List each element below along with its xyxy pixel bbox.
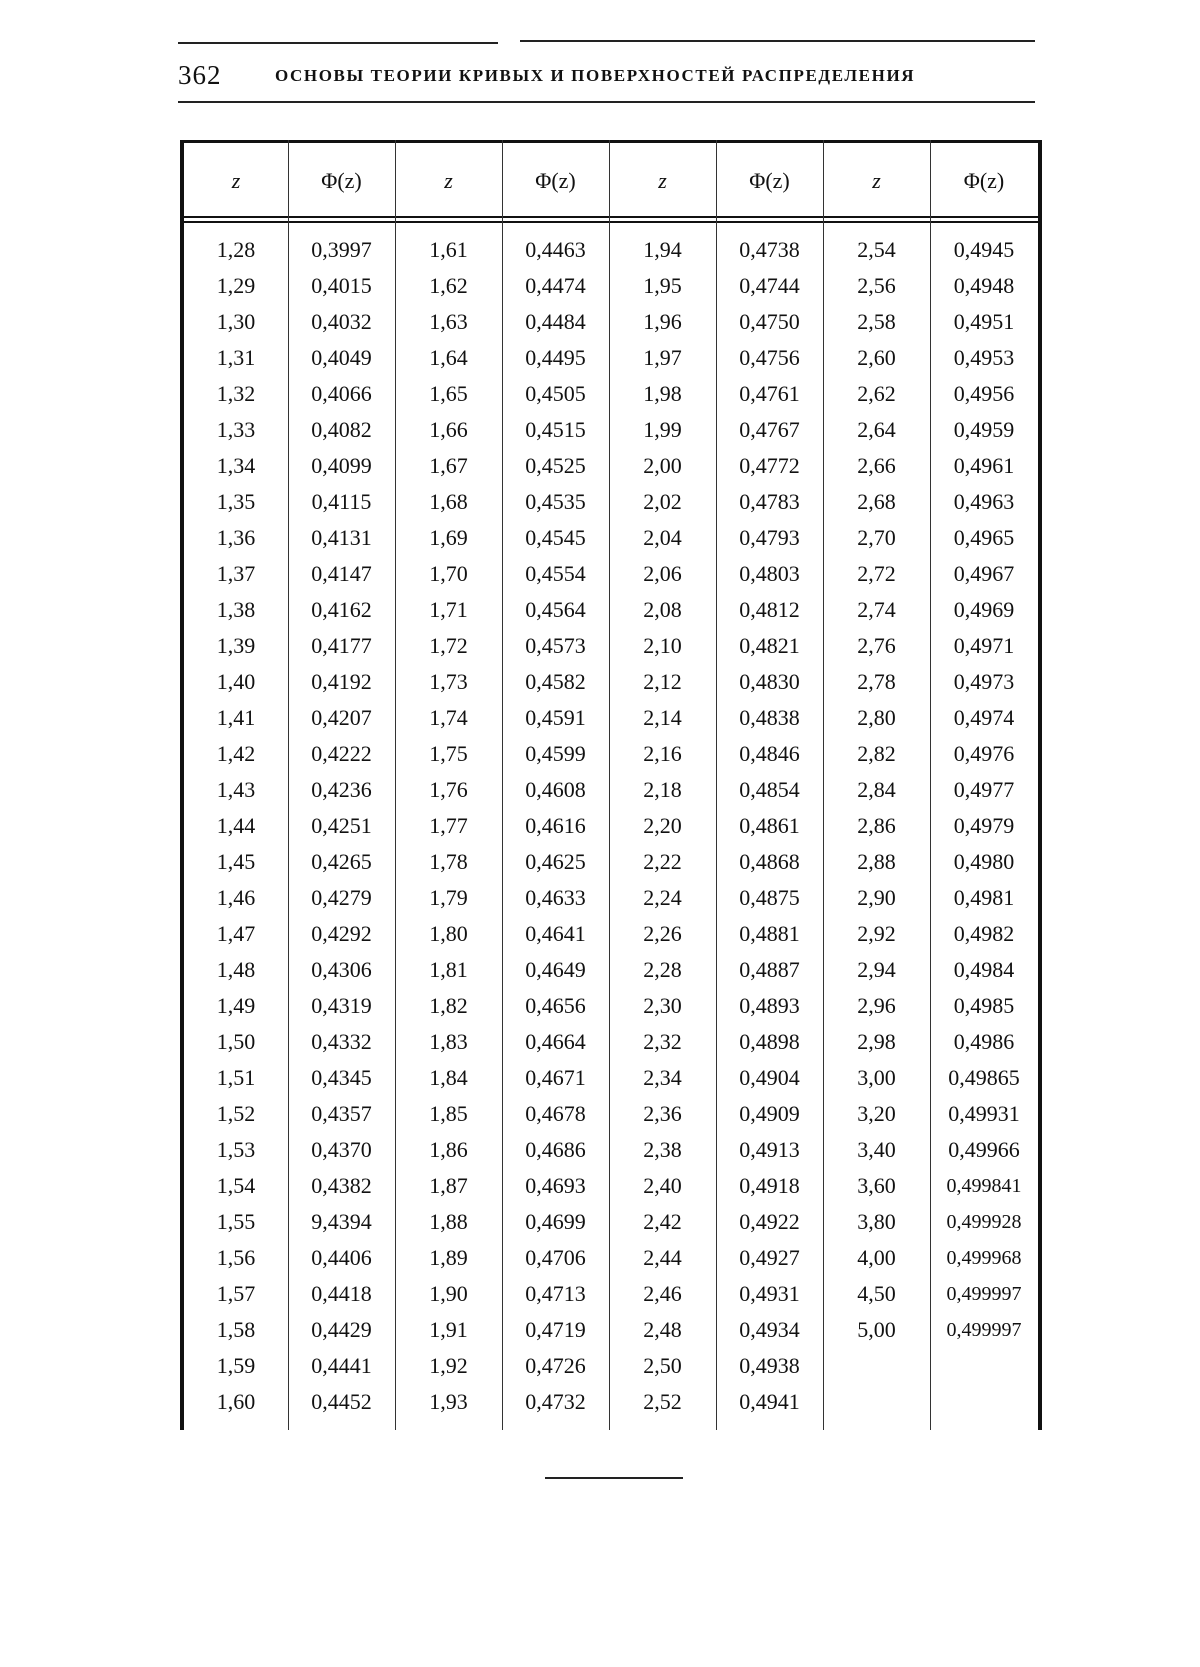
phi-value-cell: 0,4616 xyxy=(525,813,586,838)
z-value-cell: 3,20 xyxy=(857,1101,896,1126)
phi-value-cell: 0,4951 xyxy=(953,309,1015,334)
z-value-cell: 1,46 xyxy=(216,885,256,910)
z-value-cell: 1,39 xyxy=(216,633,256,658)
phi-value-cell: 0,4693 xyxy=(525,1173,586,1198)
z-value-cell: 1,52 xyxy=(216,1101,256,1126)
z-value-cell: 1,96 xyxy=(643,309,682,334)
phi-value-cell: 0,4441 xyxy=(311,1353,372,1378)
z-value-cell: 2,60 xyxy=(857,345,896,370)
phi-value-cell: 0,4484 xyxy=(525,309,586,334)
z-value-cell: 2,08 xyxy=(643,597,682,622)
page-number: 362 xyxy=(178,60,222,90)
phi-value-cell: 0,4564 xyxy=(525,597,586,622)
z-value-cell: 1,95 xyxy=(643,273,682,298)
z-value-cell: 1,55 xyxy=(216,1209,256,1234)
phi-value-cell: 0,4783 xyxy=(739,489,800,514)
phi-value-cell xyxy=(930,1384,1038,1420)
column-z-2 xyxy=(395,232,502,1420)
phi-value-cell: 0,4115 xyxy=(311,489,372,514)
column-phi-2 xyxy=(502,232,609,1420)
z-value-cell: 2,04 xyxy=(643,525,682,550)
phi-value-cell: 0,4977 xyxy=(953,777,1015,802)
z-value-cell: 5,00 xyxy=(857,1317,896,1342)
phi-value-cell: 0,4898 xyxy=(739,1029,800,1054)
phi-value-cell: 0,4973 xyxy=(953,669,1015,694)
z-value-cell: 1,87 xyxy=(429,1173,468,1198)
phi-value-cell: 0,499841 xyxy=(946,1175,1022,1197)
header-phi-3: Φ(z) xyxy=(749,168,790,193)
phi-value-cell: 0,4015 xyxy=(311,273,372,298)
phi-value-cell: 0,4699 xyxy=(525,1209,586,1234)
phi-value-cell: 0,4049 xyxy=(311,345,372,370)
phi-value-cell: 0,4941 xyxy=(739,1389,800,1414)
z-value-cell: 3,60 xyxy=(857,1173,896,1198)
phi-value-cell: 0,4599 xyxy=(525,741,586,766)
column-phi-3 xyxy=(716,232,823,1420)
phi-value-cell: 0,4945 xyxy=(953,237,1015,262)
z-value-cell: 1,29 xyxy=(216,273,256,298)
phi-value-cell: 0,4974 xyxy=(953,705,1015,730)
z-value-cell: 1,73 xyxy=(429,669,468,694)
phi-value-cell: 0,4686 xyxy=(525,1137,586,1162)
z-value-cell: 2,34 xyxy=(643,1065,682,1090)
z-value-cell: 1,94 xyxy=(643,237,682,262)
z-value-cell: 1,59 xyxy=(216,1353,256,1378)
phi-value-cell: 0,4671 xyxy=(525,1065,586,1090)
phi-value-cell: 0,4099 xyxy=(311,453,372,478)
phi-value-cell: 0,4582 xyxy=(525,669,586,694)
phi-value-cell: 0,4793 xyxy=(739,525,800,550)
phi-value-cell: 0,4803 xyxy=(739,561,800,586)
z-value-cell: 1,99 xyxy=(643,417,682,442)
z-value-cell: 1,74 xyxy=(429,705,468,730)
phi-value-cell: 0,4965 xyxy=(953,525,1015,550)
z-value-cell: 1,43 xyxy=(216,777,256,802)
phi-value-cell: 0,4976 xyxy=(953,741,1015,766)
z-value-cell: 2,12 xyxy=(643,669,682,694)
phi-value-cell: 0,4969 xyxy=(953,597,1015,622)
phi-value-cell: 0,4357 xyxy=(311,1101,372,1126)
z-value-cell: 2,48 xyxy=(643,1317,682,1342)
z-value-cell: 2,98 xyxy=(857,1029,896,1054)
z-value-cell: 2,90 xyxy=(857,885,896,910)
phi-value-cell: 0,4664 xyxy=(525,1029,586,1054)
phi-value-cell: 0,4875 xyxy=(739,885,800,910)
z-value-cell: 2,46 xyxy=(643,1281,682,1306)
z-value-cell: 2,30 xyxy=(643,993,682,1018)
z-value-cell: 2,58 xyxy=(857,309,896,334)
z-value-cell: 1,51 xyxy=(216,1065,256,1090)
phi-value-cell: 0,4370 xyxy=(311,1137,372,1162)
z-value-cell: 2,74 xyxy=(857,597,896,622)
z-value-cell: 1,38 xyxy=(216,597,256,622)
phi-value-cell: 0,4306 xyxy=(311,957,372,982)
phi-value-cell: 0,4830 xyxy=(739,669,800,694)
normal-distribution-table xyxy=(180,140,1042,1430)
z-value-cell: 2,84 xyxy=(857,777,896,802)
phi-value-cell: 0,4474 xyxy=(525,273,586,298)
phi-value-cell: 0,4406 xyxy=(311,1245,372,1270)
z-value-cell: 2,70 xyxy=(857,525,896,550)
phi-value-cell: 0,4963 xyxy=(953,489,1015,514)
phi-value-cell: 0,4726 xyxy=(525,1353,586,1378)
z-value-cell: 2,22 xyxy=(643,849,682,874)
phi-value-cell: 0,4854 xyxy=(739,777,800,802)
z-value-cell xyxy=(823,1348,930,1384)
phi-value-cell: 0,4893 xyxy=(739,993,800,1018)
z-value-cell: 1,70 xyxy=(429,561,468,586)
z-value-cell: 1,80 xyxy=(429,921,468,946)
z-value-cell: 2,56 xyxy=(857,273,896,298)
z-value-cell: 1,72 xyxy=(429,633,468,658)
phi-value-cell: 0,4429 xyxy=(311,1317,372,1342)
phi-value-cell: 0,4641 xyxy=(525,921,586,946)
top-rule-right xyxy=(520,40,1035,42)
phi-value-cell: 0,4931 xyxy=(739,1281,800,1306)
z-value-cell: 1,91 xyxy=(429,1317,468,1342)
phi-value-cell: 0,4985 xyxy=(953,993,1015,1018)
z-value-cell: 1,31 xyxy=(216,345,256,370)
z-value-cell: 1,79 xyxy=(429,885,468,910)
phi-value-cell: 0,4505 xyxy=(525,381,586,406)
z-value-cell: 2,80 xyxy=(857,705,896,730)
phi-value-cell: 0,499997 xyxy=(946,1283,1022,1305)
z-value-cell: 1,77 xyxy=(429,813,468,838)
z-value-cell: 1,97 xyxy=(643,345,682,370)
phi-value-cell: 0,4515 xyxy=(525,417,586,442)
z-value-cell: 1,93 xyxy=(429,1389,468,1414)
phi-value-cell: 0,4633 xyxy=(525,885,586,910)
phi-value-cell: 0,4591 xyxy=(525,705,586,730)
column-z-3 xyxy=(609,232,716,1420)
z-value-cell: 1,56 xyxy=(216,1245,256,1270)
phi-value-cell: 0,4192 xyxy=(311,669,372,694)
phi-value-cell: 0,4967 xyxy=(953,561,1015,586)
z-value-cell: 2,44 xyxy=(643,1245,682,1270)
phi-value-cell: 0,4986 xyxy=(953,1029,1015,1054)
z-value-cell: 1,82 xyxy=(429,993,468,1018)
phi-value-cell: 0,4706 xyxy=(525,1245,586,1270)
phi-value-cell: 0,4934 xyxy=(739,1317,800,1342)
phi-value-cell: 0,4732 xyxy=(525,1389,586,1414)
z-value-cell: 1,44 xyxy=(216,813,256,838)
z-value-cell: 2,92 xyxy=(857,921,896,946)
z-value-cell: 1,63 xyxy=(429,309,468,334)
z-value-cell: 1,48 xyxy=(216,957,256,982)
z-value-cell: 1,35 xyxy=(216,489,256,514)
z-value-cell: 2,20 xyxy=(643,813,682,838)
z-value-cell: 1,57 xyxy=(216,1281,256,1306)
phi-value-cell: 0,4761 xyxy=(739,381,800,406)
phi-value-cell: 0,49865 xyxy=(948,1065,1020,1090)
z-value-cell: 1,68 xyxy=(429,489,468,514)
z-value-cell: 1,61 xyxy=(429,237,468,262)
phi-value-cell: 0,4927 xyxy=(739,1245,800,1270)
phi-value-cell: 0,4608 xyxy=(525,777,586,802)
z-value-cell: 1,32 xyxy=(216,381,256,406)
z-value-cell: 3,40 xyxy=(857,1137,896,1162)
phi-value-cell: 0,4236 xyxy=(311,777,372,802)
z-value-cell: 2,94 xyxy=(857,957,896,982)
z-value-cell: 1,90 xyxy=(429,1281,468,1306)
phi-value-cell: 0,4418 xyxy=(311,1281,372,1306)
z-value-cell: 2,54 xyxy=(857,237,896,262)
z-value-cell: 1,28 xyxy=(216,237,256,262)
phi-value-cell: 0,4495 xyxy=(525,345,586,370)
phi-value-cell: 0,4881 xyxy=(739,921,800,946)
phi-value-cell: 0,4554 xyxy=(525,561,586,586)
z-value-cell: 2,78 xyxy=(857,669,896,694)
phi-value-cell: 0,4332 xyxy=(311,1029,372,1054)
z-value-cell: 2,50 xyxy=(643,1353,682,1378)
phi-value-cell: 0,4147 xyxy=(311,561,372,586)
phi-value-cell: 0,4066 xyxy=(311,381,372,406)
header-underline xyxy=(178,101,1035,103)
z-value-cell: 2,42 xyxy=(643,1209,682,1234)
z-value-cell: 1,53 xyxy=(216,1137,256,1162)
z-value-cell: 1,76 xyxy=(429,777,468,802)
phi-value-cell: 0,4032 xyxy=(311,309,372,334)
header-z-4: z xyxy=(872,168,881,193)
z-value-cell: 2,02 xyxy=(643,489,682,514)
phi-value-cell: 0,4918 xyxy=(739,1173,800,1198)
column-z-1 xyxy=(184,232,288,1420)
z-value-cell: 1,40 xyxy=(216,669,256,694)
z-value-cell: 1,86 xyxy=(429,1137,468,1162)
phi-value-cell: 0,4772 xyxy=(739,453,800,478)
phi-value-cell: 0,49931 xyxy=(948,1101,1020,1126)
phi-value-cell: 0,499928 xyxy=(946,1211,1022,1233)
phi-value-cell: 0,4909 xyxy=(739,1101,800,1126)
z-value-cell: 1,47 xyxy=(216,921,256,946)
z-value-cell: 2,06 xyxy=(643,561,682,586)
z-value-cell: 1,83 xyxy=(429,1029,468,1054)
z-value-cell: 1,81 xyxy=(429,957,468,982)
phi-value-cell: 0,3997 xyxy=(311,237,372,262)
phi-value-cell: 0,4767 xyxy=(739,417,800,442)
phi-value-cell: 0,4984 xyxy=(953,957,1015,982)
phi-value-cell: 0,4922 xyxy=(739,1209,800,1234)
z-value-cell: 2,40 xyxy=(643,1173,682,1198)
z-value-cell: 4,00 xyxy=(857,1245,896,1270)
z-value-cell: 1,62 xyxy=(429,273,468,298)
z-value-cell: 1,92 xyxy=(429,1353,468,1378)
z-value-cell: 2,62 xyxy=(857,381,896,406)
phi-value-cell: 0,4980 xyxy=(953,849,1015,874)
z-value-cell: 1,58 xyxy=(216,1317,256,1342)
z-value-cell: 2,72 xyxy=(857,561,896,586)
header-z-2: z xyxy=(444,168,453,193)
column-phi-4 xyxy=(930,232,1038,1420)
phi-value-cell: 0,4979 xyxy=(953,813,1015,838)
z-value-cell: 1,49 xyxy=(216,993,256,1018)
z-value-cell: 2,96 xyxy=(857,993,896,1018)
z-value-cell: 1,64 xyxy=(429,345,468,370)
header-phi-2: Φ(z) xyxy=(535,168,576,193)
header-z-1: z xyxy=(231,168,241,193)
phi-value-cell: 0,499997 xyxy=(946,1319,1022,1341)
z-value-cell: 1,75 xyxy=(429,741,468,766)
z-value-cell: 1,84 xyxy=(429,1065,468,1090)
phi-value-cell: 0,4177 xyxy=(311,633,372,658)
phi-value-cell: 0,4719 xyxy=(525,1317,586,1342)
z-value-cell: 1,33 xyxy=(216,417,256,442)
column-phi-1 xyxy=(288,232,395,1420)
phi-value-cell: 9,4394 xyxy=(311,1209,372,1234)
phi-value-cell: 0,4887 xyxy=(739,957,800,982)
phi-value-cell: 0,4251 xyxy=(311,813,372,838)
z-value-cell: 2,10 xyxy=(643,633,682,658)
phi-value-cell: 0,4846 xyxy=(739,741,800,766)
z-value-cell: 1,50 xyxy=(216,1029,256,1054)
phi-value-cell: 0,4938 xyxy=(739,1353,800,1378)
phi-value-cell xyxy=(930,1348,1038,1384)
phi-value-cell: 0,4319 xyxy=(311,993,372,1018)
phi-value-cell: 0,4625 xyxy=(525,849,586,874)
top-rule-left xyxy=(178,42,498,44)
z-value-cell: 1,78 xyxy=(429,849,468,874)
phi-value-cell: 0,4545 xyxy=(525,525,586,550)
z-value-cell: 1,85 xyxy=(429,1101,468,1126)
phi-value-cell: 0,4961 xyxy=(953,453,1015,478)
z-value-cell: 2,28 xyxy=(643,957,682,982)
phi-value-cell: 0,4162 xyxy=(311,597,372,622)
z-value-cell xyxy=(823,1384,930,1420)
phi-value-cell: 0,4948 xyxy=(953,273,1015,298)
z-value-cell: 2,66 xyxy=(857,453,896,478)
z-value-cell: 1,67 xyxy=(429,453,468,478)
z-value-cell: 2,82 xyxy=(857,741,896,766)
z-value-cell: 1,41 xyxy=(216,705,256,730)
phi-value-cell: 0,4750 xyxy=(739,309,800,334)
z-value-cell: 1,37 xyxy=(216,561,256,586)
phi-value-cell: 0,4744 xyxy=(739,273,800,298)
z-value-cell: 1,65 xyxy=(429,381,468,406)
phi-value-cell: 0,4452 xyxy=(311,1389,372,1414)
z-value-cell: 2,16 xyxy=(643,741,682,766)
phi-value-cell: 0,4953 xyxy=(953,345,1015,370)
z-value-cell: 2,86 xyxy=(857,813,896,838)
z-value-cell: 2,26 xyxy=(643,921,682,946)
phi-value-cell: 0,4838 xyxy=(739,705,800,730)
z-value-cell: 2,32 xyxy=(643,1029,682,1054)
table-header-row xyxy=(184,140,1038,216)
z-value-cell: 3,80 xyxy=(857,1209,896,1234)
phi-value-cell: 0,4535 xyxy=(525,489,586,514)
z-value-cell: 1,60 xyxy=(216,1389,256,1414)
phi-value-cell: 0,4573 xyxy=(525,633,586,658)
column-z-4 xyxy=(823,232,930,1420)
phi-value-cell: 0,4656 xyxy=(525,993,586,1018)
header-phi-1: Φ(z) xyxy=(321,168,362,193)
z-value-cell: 1,30 xyxy=(216,309,256,334)
phi-value-cell: 0,4756 xyxy=(739,345,800,370)
z-value-cell: 2,00 xyxy=(643,453,682,478)
phi-value-cell: 0,4292 xyxy=(311,921,372,946)
running-title: ОСНОВЫ ТЕОРИИ КРИВЫХ И ПОВЕРХНОСТЕЙ РАСПРЕДЕЛЕНИЯ xyxy=(275,66,916,85)
phi-value-cell: 0,4913 xyxy=(739,1137,800,1162)
bottom-rule xyxy=(545,1477,683,1479)
z-value-cell: 1,42 xyxy=(216,741,256,766)
z-value-cell: 1,66 xyxy=(429,417,468,442)
z-value-cell: 1,88 xyxy=(429,1209,468,1234)
z-value-cell: 1,36 xyxy=(216,525,256,550)
z-value-cell: 1,89 xyxy=(429,1245,468,1270)
z-value-cell: 3,00 xyxy=(857,1065,896,1090)
phi-value-cell: 0,49966 xyxy=(948,1137,1020,1162)
z-value-cell: 1,71 xyxy=(429,597,468,622)
z-value-cell: 2,52 xyxy=(643,1389,682,1414)
z-value-cell: 2,64 xyxy=(857,417,896,442)
z-value-cell: 2,24 xyxy=(643,885,682,910)
phi-value-cell: 0,4821 xyxy=(739,633,800,658)
header-rule-upper xyxy=(184,216,1038,218)
phi-value-cell: 0,4956 xyxy=(953,381,1015,406)
header-phi-4: Φ(z) xyxy=(963,168,1005,193)
phi-value-cell: 0,4981 xyxy=(953,885,1015,910)
phi-value-cell: 0,4222 xyxy=(311,741,372,766)
z-value-cell: 1,45 xyxy=(216,849,256,874)
phi-value-cell: 0,499968 xyxy=(946,1247,1022,1269)
z-value-cell: 1,54 xyxy=(216,1173,256,1198)
phi-value-cell: 0,4525 xyxy=(525,453,586,478)
z-value-cell: 2,14 xyxy=(643,705,682,730)
phi-value-cell: 0,4971 xyxy=(953,633,1015,658)
phi-value-cell: 0,4649 xyxy=(525,957,586,982)
phi-value-cell: 0,4279 xyxy=(311,885,372,910)
phi-value-cell: 0,4131 xyxy=(311,525,372,550)
phi-value-cell: 0,4982 xyxy=(953,921,1015,946)
phi-value-cell: 0,4868 xyxy=(739,849,800,874)
z-value-cell: 1,34 xyxy=(216,453,256,478)
z-value-cell: 2,76 xyxy=(857,633,896,658)
phi-value-cell: 0,4082 xyxy=(311,417,372,442)
z-value-cell: 4,50 xyxy=(857,1281,896,1306)
phi-value-cell: 0,4713 xyxy=(525,1281,586,1306)
phi-value-cell: 0,4861 xyxy=(739,813,800,838)
z-value-cell: 2,36 xyxy=(643,1101,682,1126)
z-value-cell: 1,69 xyxy=(429,525,468,550)
z-value-cell: 1,98 xyxy=(643,381,682,406)
phi-value-cell: 0,4812 xyxy=(739,597,800,622)
phi-value-cell: 0,4207 xyxy=(311,705,372,730)
phi-value-cell: 0,4904 xyxy=(739,1065,800,1090)
phi-value-cell: 0,4265 xyxy=(311,849,372,874)
phi-value-cell: 0,4463 xyxy=(525,237,586,262)
phi-value-cell: 0,4738 xyxy=(739,237,800,262)
phi-value-cell: 0,4345 xyxy=(311,1065,372,1090)
phi-value-cell: 0,4959 xyxy=(953,417,1015,442)
phi-value-cell: 0,4382 xyxy=(311,1173,372,1198)
header-rule-lower xyxy=(184,221,1038,223)
phi-value-cell: 0,4678 xyxy=(525,1101,586,1126)
header-z-3: z xyxy=(658,168,667,193)
z-value-cell: 2,88 xyxy=(857,849,896,874)
z-value-cell: 2,68 xyxy=(857,489,896,514)
z-value-cell: 2,38 xyxy=(643,1137,682,1162)
z-value-cell: 2,18 xyxy=(643,777,682,802)
